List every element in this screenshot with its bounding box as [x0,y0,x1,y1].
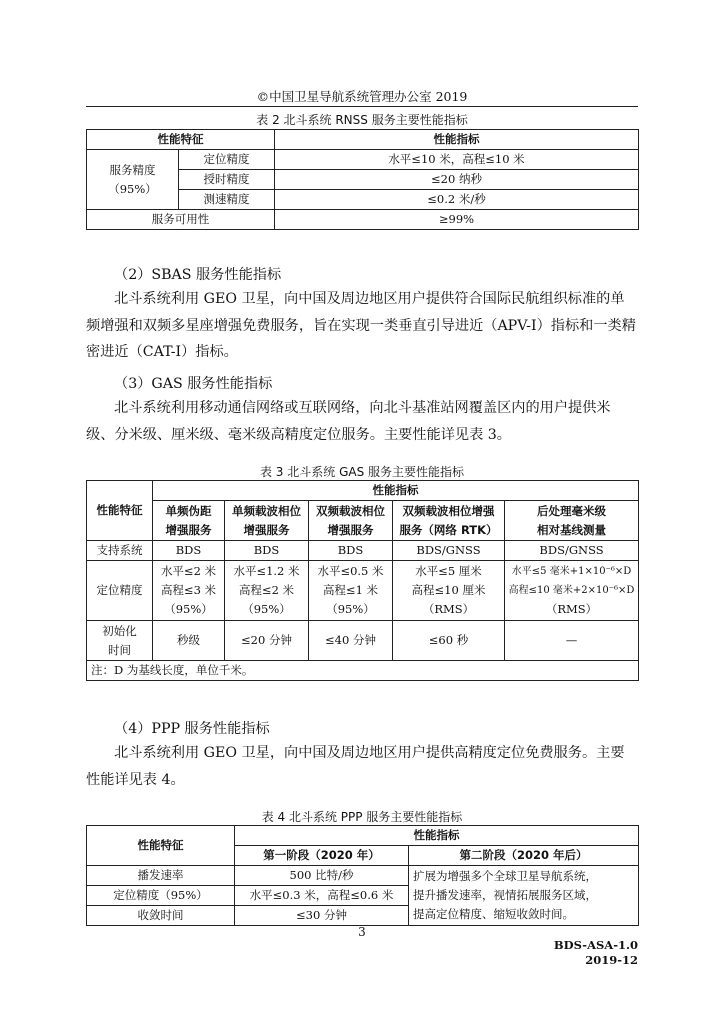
table4-row-value: ≤30 分钟 [235,906,409,926]
table3-col-header [505,501,639,541]
table3-init-cell: ≤20 分钟 [225,621,309,661]
table2-row-name: 定位精度 [179,150,275,170]
table3-accuracy-cell [393,561,505,621]
document-code-id: BDS-ASA-1.0 [553,938,638,952]
table3-support-cell: BDS/GNSS [505,541,639,561]
accuracy-line: 高程≤10 厘米 [411,583,486,597]
table4-row-name: 收敛时间 [87,906,235,926]
table2 [86,129,639,230]
table2-availability-name: 服务可用性 [87,210,275,230]
table4-header-feature: 性能特征 [87,826,235,866]
table3-col-header-line: 双频载波相位 [316,503,385,518]
table4-caption: 表 4 北斗系统 PPP 服务主要性能指标 [261,810,463,824]
table4-phase1: 第一阶段（2020 年） [235,846,409,866]
table3-col-header [309,501,393,541]
table3-accuracy-cell [309,561,393,621]
accuracy-line: 水平≤0.5 米 [317,564,384,578]
sbas-paragraph [86,286,638,366]
accuracy-line: 水平≤5 厘米 [415,564,482,578]
table3-col-header-line: 双频载波相位增强 [402,503,495,518]
table2-row-value: ≤0.2 米/秒 [275,190,639,210]
accuracy-line: （95%） [242,602,291,616]
table3-col-header-line: 单频伪距 [165,503,212,518]
table3-caption: 表 3 北斗系统 GAS 服务主要性能指标 [259,465,465,479]
table4-row-name: 定位精度（95%） [87,886,235,906]
phase2-line: 提升播发速率，视情拓展服务区域， [413,888,597,902]
table3-col-header [393,501,505,541]
table4 [86,825,639,926]
accuracy-line: （RMS） [422,602,475,616]
table2-availability-value: ≥99% [275,210,639,230]
table3-col-header [153,501,225,541]
table3-col-header-line: 单频载波相位 [232,503,301,518]
document-code [554,938,638,968]
accuracy-line: 水平≤2 米 [160,564,217,578]
table2-header-feature: 性能特征 [87,130,275,150]
table4-phase2-description [409,866,639,926]
table3-header-index: 性能指标 [153,481,639,501]
table3-col-header-line: 增强服务 [327,522,374,537]
table2-row-name: 授时精度 [179,170,275,190]
ppp-paragraph [86,740,638,793]
accuracy-line: 水平≤5 毫米+1×10⁻⁶×D [511,566,632,577]
table3-col-header-line: 后处理毫米级 [537,503,607,518]
table3-accuracy-label: 定位精度 [87,561,153,621]
table3-header-feature: 性能特征 [87,481,153,541]
table4-row-name: 播发速率 [87,866,235,886]
table2-header-index: 性能指标 [275,130,639,150]
header-rule [86,106,638,107]
phase2-line: 扩展为增强多个全球卫星导航系统， [413,869,597,883]
table4-phase2: 第二阶段（2020 年后） [409,846,639,866]
table3-init-cell: ≤60 秒 [393,621,505,661]
table3-accuracy-cell [505,561,639,621]
gas-heading: （3）GAS 服务性能指标 [114,376,273,392]
accuracy-line: （95%） [326,602,375,616]
table4-row-value: 水平≤0.3 米，高程≤0.6 米 [235,886,409,906]
accuracy-line: 高程≤2 米 [238,583,295,597]
table2-group-label [87,150,179,210]
table3-col-header-line: 相对基线测量 [537,522,607,537]
accuracy-line: 水平≤1.2 米 [233,564,300,578]
sbas-heading: （2）SBAS 服务性能指标 [114,267,282,283]
table3-col-header-line: 增强服务 [165,522,212,537]
table3-col-header-line: 增强服务 [243,522,290,537]
table3-col-header-line: 服务（网络 RTK） [399,522,498,537]
table3-support-cell: BDS [225,541,309,561]
sbas-text: 北斗系统利用 GEO 卫星，向中国及周边地区用户提供符合国际民航组织标准的单频增强和双频多星座增强免费服务，旨在实现一类垂直引导进近（APV-I）指标和一类精密进近（CAT-I）指标。 [86,291,636,360]
table3-note: 注：D 为基线长度，单位千米。 [87,661,639,681]
accuracy-line: 高程≤1 米 [322,583,379,597]
table3-init-cell: ≤40 分钟 [309,621,393,661]
table2-row-value: 水平≤10 米，高程≤10 米 [275,150,639,170]
accuracy-line: 高程≤10 毫米+2×10⁻⁶×D [508,585,635,596]
accuracy-line: 高程≤3 米 [160,583,217,597]
phase2-line: 提高定位精度、缩短收敛时间。 [413,907,574,921]
gas-paragraph [86,395,638,448]
table3-init-cell: — [505,621,639,661]
table3-support-cell: BDS/GNSS [393,541,505,561]
table2-group-label-line1: 服务精度 [109,162,156,177]
table3-init-label [87,621,153,661]
table3-accuracy-cell [225,561,309,621]
table2-row-value: ≤20 纳秒 [275,170,639,190]
gas-text: 北斗系统利用移动通信网络或互联网络，向北斗基准站网覆盖区内的用户提供米级、分米级、厘米级、毫米级高精度定位服务。主要性能详见表 3。 [86,400,611,443]
table4-row-value: 500 比特/秒 [235,866,409,886]
page-number: 3 [358,925,366,939]
accuracy-line: （RMS） [545,602,598,616]
table2-group-label-line2: （95%） [108,181,157,196]
init-label-line: 时间 [108,642,131,657]
table3-support-cell: BDS [309,541,393,561]
table3-accuracy-cell [153,561,225,621]
ppp-heading: （4）PPP 服务性能指标 [114,721,270,737]
page-header: ©中国卫星导航系统管理办公室 2019 [256,89,468,104]
table3-col-header [225,501,309,541]
table3-init-cell: 秒级 [153,621,225,661]
table2-caption: 表 2 北斗系统 RNSS 服务主要性能指标 [256,113,468,127]
table3-support-cell: BDS [153,541,225,561]
init-label-line: 初始化 [102,623,137,638]
ppp-text: 北斗系统利用 GEO 卫星，向中国及周边地区用户提供高精度定位免费服务。主要性能详见表 4。 [86,745,625,788]
accuracy-line: （95%） [164,602,213,616]
table3-support-label: 支持系统 [87,541,153,561]
table3 [86,480,639,681]
document-code-date: 2019-12 [585,953,638,967]
table4-header-index: 性能指标 [235,826,639,846]
table2-row-name: 测速精度 [179,190,275,210]
